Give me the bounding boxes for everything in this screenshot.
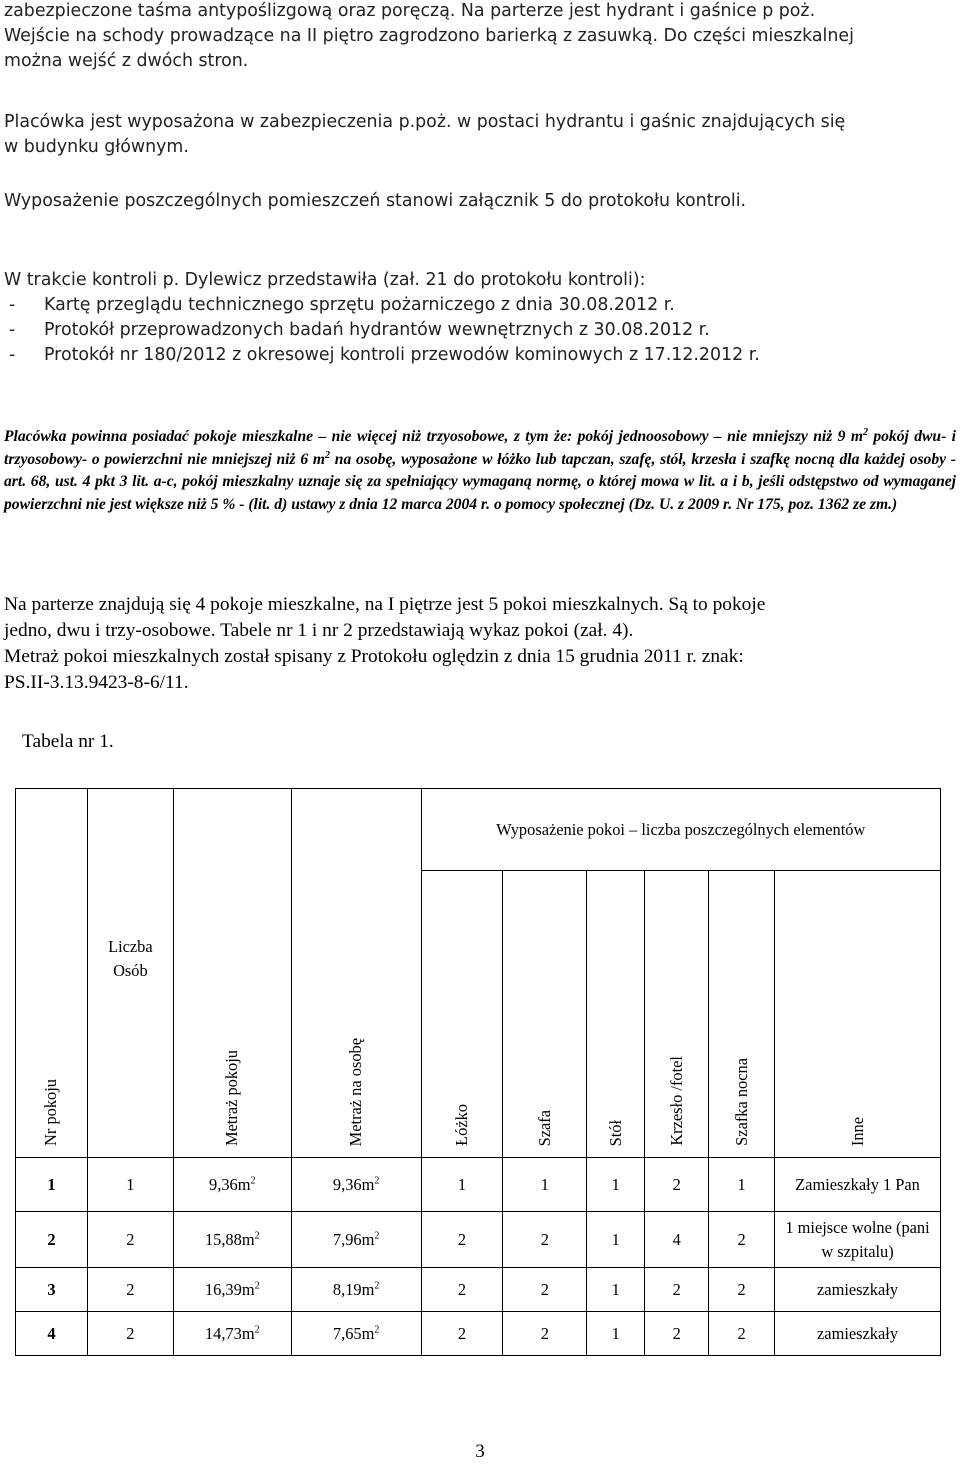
cell-room-area: $14,73m^2$	[173, 1312, 291, 1356]
header-nightstand: Szafka nocna	[709, 871, 775, 1158]
cell-area-per-person: $7,65m^2$	[291, 1312, 421, 1356]
cell-table: 1	[587, 1268, 645, 1312]
text-line: można wejść z dwóch stron.	[4, 51, 249, 71]
text-line: Metraż pokoi mieszkalnych został spisany z Protokołu oględzin z dnia 15 grudnia 2011 r. znak:	[4, 646, 744, 667]
table-caption: Tabela nr 1.	[22, 731, 114, 752]
cell-bed: 2	[421, 1212, 503, 1268]
cell-persons: 2	[87, 1268, 173, 1312]
header-other: Inne	[775, 871, 941, 1158]
cell-table: 1	[587, 1312, 645, 1356]
header-area-per-person: Metraż na osobę	[291, 871, 421, 1158]
cell-persons: 2	[87, 1312, 173, 1356]
header-room-number: Nr pokoju	[16, 871, 88, 1158]
text-line: zabezpieczone taśma antypoślizgową oraz poręczą. Na parterze jest hydrant i gaśnice p poż.	[4, 1, 816, 21]
cell-area-per-person: $8,19m^2$	[291, 1268, 421, 1312]
cell-persons: 2	[87, 1212, 173, 1268]
table-row	[16, 1268, 941, 1312]
cell-other: Zamieszkały 1 Pan	[775, 1158, 941, 1212]
inspection-documents	[4, 268, 944, 368]
equipment-group-header: Wyposażenie pokoi – liczba poszczególnych elementów	[421, 789, 940, 871]
header-persons: Liczba Osób	[87, 871, 173, 1158]
cell-chair: 2	[645, 1312, 709, 1356]
cell-chair: 4	[645, 1212, 709, 1268]
text-line: Placówka jest wyposażona w zabezpieczenia p.poż. w postaci hydrantu i gaśnic znajdujących się	[4, 112, 846, 132]
cell-nightstand: 2	[709, 1212, 775, 1268]
header-chair: Krzesło /fotel	[645, 871, 709, 1158]
cell-room-area: $9,36m^2$	[173, 1158, 291, 1212]
cell-room-number: 2	[16, 1212, 88, 1268]
list-item: - Protokół przeprowadzonych badań hydrantów wewnętrznych z 30.08.2012 r.	[9, 320, 710, 340]
text-line: Na parterze znajdują się 4 pokoje mieszkalne, na I piętrze jest 5 pokoi mieszkalnych. Są to pokoje	[4, 594, 766, 615]
cell-other: 1 miejsce wolne (pani w szpitalu)	[775, 1212, 941, 1268]
intro-paragraph	[4, 0, 958, 74]
cell-room-number: 3	[16, 1268, 88, 1312]
header-bed: Łóżko	[421, 871, 503, 1158]
cell-wardrobe: 1	[503, 1158, 587, 1212]
cell-nightstand: 1	[709, 1158, 775, 1212]
legal-requirement: Placówka powinna posiadać pokoje mieszkalne – nie więcej niż trzyosobowe, z tym że: pokój jednoosobowy – nie mniejszy niż 9 $m^2$ pokój dwu- i trzyosobowy- o powierzchni nie mniejszej niż 6 $m^2$ na osobę, wyposażone w łóżko lub tapczan, szafę, stół, krzesła i szafkę nocną dla każdej osoby - art. 68, ust. 4 pkt 3 lit. a-c, pokój mieszkalny uznaje się za spełniający wymaganą normę, o której mowa w lit. a i b, jeśli odstępstwo od wymaganej powierzchni nie jest większe niż 5 % - (lit. d) ustawy z dnia 12 marca 2004 r. o pomocy społecznej (Dz. U. z 2009 r. Nr 175, poz. 1362 ze zm.)	[4, 426, 956, 513]
header-spacer	[16, 789, 88, 871]
cell-chair: 2	[645, 1158, 709, 1212]
cell-other: zamieszkały	[775, 1312, 941, 1356]
header-room-area: Metraż pokoju	[173, 871, 291, 1158]
cell-bed: 2	[421, 1268, 503, 1312]
table-body	[16, 1158, 941, 1356]
header-wardrobe: Szafa	[503, 871, 587, 1158]
cell-bed: 1	[421, 1158, 503, 1212]
list-item: - Kartę przeglądu technicznego sprzętu pożarniczego z dnia 30.08.2012 r.	[9, 295, 675, 315]
header-spacer	[87, 789, 173, 871]
text-line: Wejście na schody prowadzące na II piętro zagrodzono barierką z zasuwką. Do części mieszkalnej	[4, 26, 854, 46]
cell-persons: 1	[87, 1158, 173, 1212]
inspection-intro: W trakcie kontroli p. Dylewicz przedstawiła (zał. 21 do protokołu kontroli):	[4, 270, 646, 290]
header-spacer	[291, 789, 421, 871]
table-row	[16, 1212, 941, 1268]
header-spacer	[173, 789, 291, 871]
cell-nightstand: 2	[709, 1312, 775, 1356]
cell-area-per-person: $7,96m^2$	[291, 1212, 421, 1268]
cell-table: 1	[587, 1212, 645, 1268]
header-table: Stół	[587, 871, 645, 1158]
cell-nightstand: 2	[709, 1268, 775, 1312]
table-row	[16, 1312, 941, 1356]
cell-other: zamieszkały	[775, 1268, 941, 1312]
rooms-table	[15, 788, 941, 1356]
text-line: jedno, dwu i trzy-osobowe. Tabele nr 1 i nr 2 przedstawiają wykaz pokoi (zał. 4).	[4, 620, 634, 641]
equipment-note: Wyposażenie poszczególnych pomieszczeń stanowi załącznik 5 do protokołu kontroli.	[4, 191, 747, 211]
cell-table: 1	[587, 1158, 645, 1212]
cell-bed: 2	[421, 1312, 503, 1356]
cell-wardrobe: 2	[503, 1268, 587, 1312]
cell-chair: 2	[645, 1268, 709, 1312]
cell-wardrobe: 2	[503, 1312, 587, 1356]
cell-room-area: $15,88m^2$	[173, 1212, 291, 1268]
page-number: 3	[475, 1441, 485, 1462]
table-row	[16, 1158, 941, 1212]
list-item: - Protokół nr 180/2012 z okresowej kontroli przewodów kominowych z 17.12.2012 r.	[9, 345, 760, 365]
cell-room-number: 4	[16, 1312, 88, 1356]
text-line: w budynku głównym.	[4, 137, 189, 157]
text-line: PS.II-3.13.9423-8-6/11.	[4, 672, 189, 693]
cell-wardrobe: 2	[503, 1212, 587, 1268]
cell-area-per-person: $9,36m^2$	[291, 1158, 421, 1212]
safety-paragraph	[4, 110, 958, 160]
rooms-paragraph	[4, 592, 958, 696]
cell-room-number: 1	[16, 1158, 88, 1212]
cell-room-area: $16,39m^2$	[173, 1268, 291, 1312]
